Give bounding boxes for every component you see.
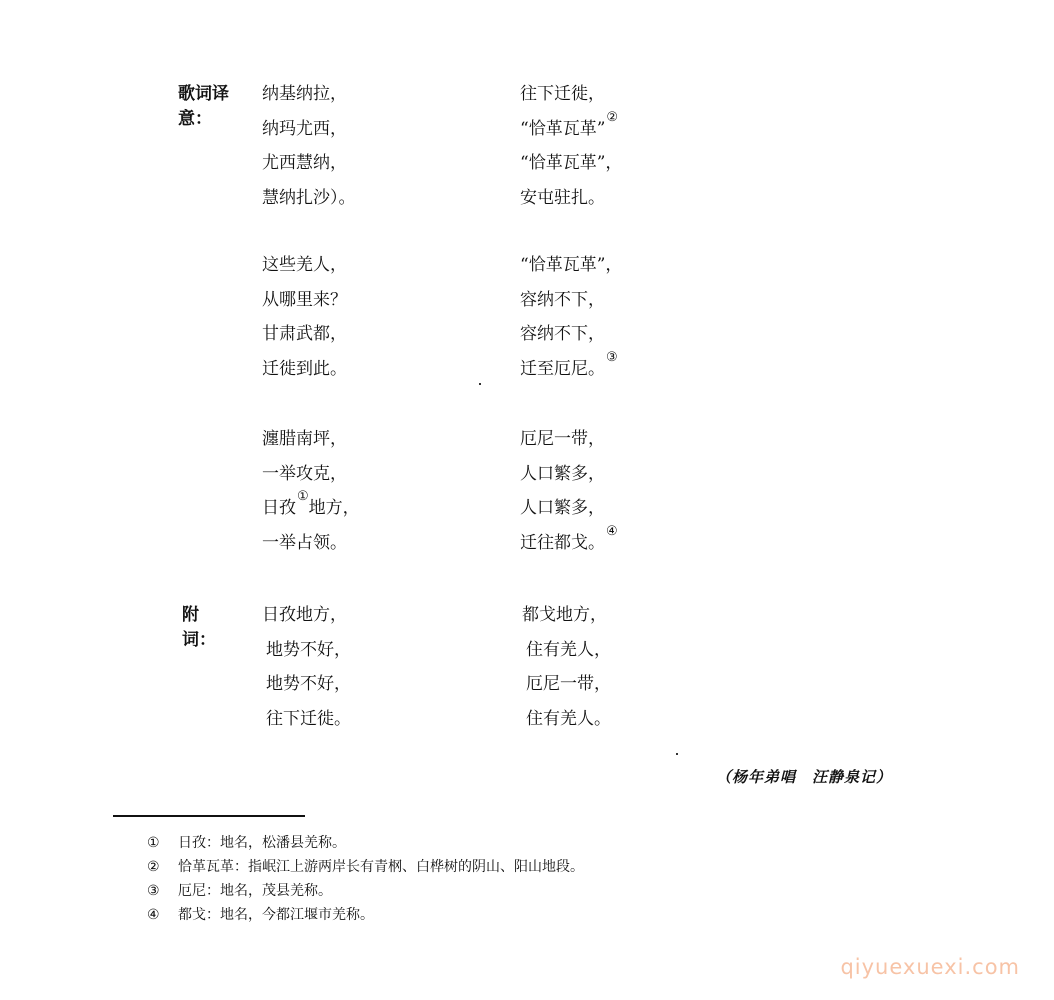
lyric-line: 一举占领。 <box>262 533 347 553</box>
lyric-line: 尤西慧纳， <box>262 153 347 173</box>
appendix-label-a: 附 <box>182 605 199 625</box>
lyric-line: 厄尼一带， <box>520 429 605 449</box>
footnote-item <box>147 832 346 852</box>
lyric-line: 这些羌人， <box>262 255 347 275</box>
lyric-line: 人口繁多， <box>520 464 605 484</box>
lyric-line: 地势不好， <box>266 674 351 694</box>
lyric-line: 从哪里来？ <box>262 290 347 310</box>
scan-speck <box>676 753 678 755</box>
footnote-text: 都戈：地名，今都江堰市羌称。 <box>178 907 374 923</box>
credit-line: （杨年弟唱 汪静泉记） <box>716 768 893 786</box>
footnote-item <box>147 856 584 876</box>
scan-speck <box>479 383 481 385</box>
lyric-line <box>262 489 360 518</box>
footnote-marker: ① <box>297 489 309 505</box>
lyric-text: 地方， <box>308 498 360 518</box>
footnote-divider <box>113 815 305 817</box>
lyric-line: 瀍腊南坪， <box>262 429 347 449</box>
lyric-line: “恰革瓦革”， <box>520 153 623 173</box>
lyric-line: 纳玛尤西， <box>262 119 347 139</box>
footnote-marker: ④ <box>606 524 618 540</box>
footnote-item <box>147 904 374 924</box>
lyric-line: 慧纳扎沙）。 <box>262 188 356 208</box>
lyric-line <box>520 524 618 553</box>
footnote-number: ③ <box>147 883 160 899</box>
lyric-line: 一举攻克， <box>262 464 347 484</box>
footnote-text: 厄尼：地名，茂县羌称。 <box>178 883 332 899</box>
footnote-marker: ② <box>606 110 619 126</box>
lyric-line: 甘肃武都， <box>262 324 347 344</box>
lyric-line: 纳基纳拉， <box>262 84 347 104</box>
lyric-line: 迁徙到此。 <box>262 359 347 379</box>
appendix-label <box>182 600 262 650</box>
lyric-line: 日孜地方， <box>262 605 347 625</box>
footnote-marker: ③ <box>606 350 618 366</box>
lyric-line <box>520 110 619 139</box>
lyric-line: 往下迁徙， <box>520 84 605 104</box>
lyric-line: 安屯驻扎。 <box>520 188 605 208</box>
lyric-line: 都戈地方， <box>522 605 607 625</box>
lyrics-meaning-label: 歌词译意： <box>178 84 229 129</box>
lyric-line: 人口繁多， <box>520 498 605 518</box>
lyric-text: 日孜 <box>262 498 296 518</box>
footnote-number: ④ <box>147 907 160 923</box>
footnote-item <box>147 880 332 900</box>
lyric-line: 容纳不下， <box>520 290 605 310</box>
site-watermark: qiyuexuexi.com <box>840 955 1020 979</box>
appendix-label-b: 词： <box>182 630 216 650</box>
lyric-line: 住有羌人， <box>526 640 611 660</box>
footnote-number: ① <box>147 835 160 851</box>
footnote-text: 恰革瓦革：指岷江上游两岸长有青㭎、白桦树的阴山、阳山地段。 <box>178 859 584 875</box>
lyric-line <box>520 350 618 379</box>
footnote-text: 日孜：地名，松潘县羌称。 <box>178 835 346 851</box>
lyric-text: 迁至厄尼。 <box>520 359 605 379</box>
lyric-line: “恰革瓦革”， <box>520 255 623 275</box>
lyric-line: 住有羌人。 <box>526 709 611 729</box>
lyric-line: 厄尼一带， <box>526 674 611 694</box>
lyric-line: 往下迁徙。 <box>266 709 351 729</box>
lyric-line: 地势不好， <box>266 640 351 660</box>
lyric-text: “恰革瓦革” <box>520 119 606 139</box>
lyric-text: 迁往都戈。 <box>520 533 605 553</box>
footnote-number: ② <box>147 859 160 875</box>
lyric-line: 容纳不下， <box>520 324 605 344</box>
